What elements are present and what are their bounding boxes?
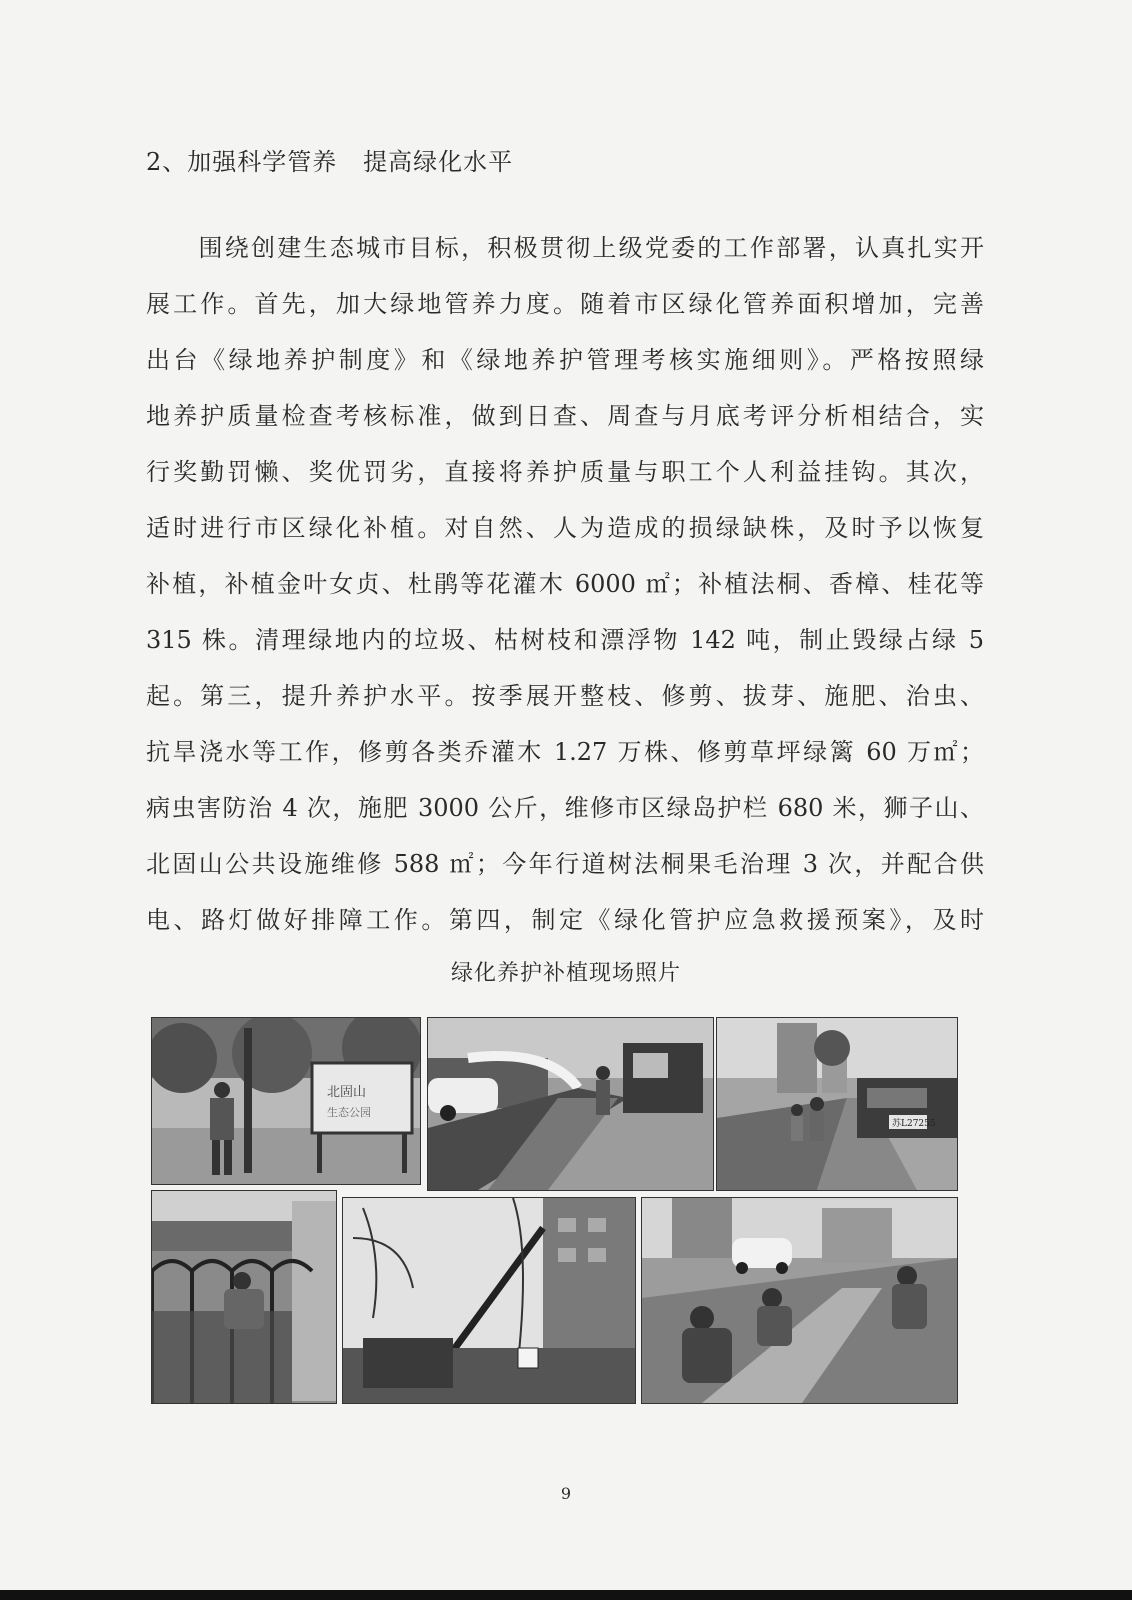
paragraph-line: 行奖勤罚懒、奖优罚劣，直接将养护质量与职工个人利益挂钩。其次，: [146, 458, 984, 486]
paragraph-line: 适时进行市区绿化补植。对自然、人为造成的损绿缺株，及时予以恢复: [146, 514, 984, 542]
photo-fence-worker: [151, 1190, 337, 1404]
photo-park-sign-worker: [151, 1017, 421, 1185]
photo-crane-tree-pruning: [342, 1197, 636, 1404]
paragraph-line: 补植，补植金叶女贞、杜鹃等花灌木 6000 ㎡；补植法桐、香樟、桂花等: [146, 570, 984, 598]
photo-roadside-planting-truck: [716, 1017, 958, 1191]
paragraph-line: 抗旱浇水等工作，修剪各类乔灌木 1.27 万株、修剪草坪绿篱 60 万㎡；: [146, 738, 984, 766]
body-paragraph: [146, 220, 984, 948]
sign-text: 北固山: [327, 1085, 367, 1100]
plate-text: 苏L27255: [892, 1119, 936, 1129]
section-heading: 2、加强科学管养 提高绿化水平: [146, 148, 514, 176]
paragraph-line: 315 株。清理绿地内的垃圾、枯树枝和漂浮物 142 吨，制止毁绿占绿 5: [146, 626, 984, 654]
paragraph-line: 围绕创建生态城市目标，积极贯彻上级党委的工作部署，认真扎实开: [146, 234, 984, 262]
paragraph-line: 电、路灯做好排障工作。第四，制定《绿化管护应急救援预案》，及时: [146, 906, 984, 934]
photo-sidewalk-planting-workers: [641, 1197, 958, 1404]
paragraph-line: 地养护质量检查考核标准，做到日查、周查与月底考评分析相结合，实: [146, 402, 984, 430]
paragraph-line: 病虫害防治 4 次，施肥 3000 公斤，维修市区绿岛护栏 680 米，狮子山、: [146, 794, 984, 822]
scan-edge-bar: [0, 1590, 1132, 1600]
paragraph-line: 展工作。首先，加大绿地管养力度。随着市区绿化管养面积增加，完善: [146, 290, 984, 318]
page-number: 9: [560, 1484, 572, 1503]
paragraph-line: 起。第三，提升养护水平。按季展开整枝、修剪、拔芽、施肥、治虫、: [146, 682, 984, 710]
photo-watering-truck: [427, 1017, 714, 1191]
paragraph-line: 北固山公共设施维修 588 ㎡；今年行道树法桐果毛治理 3 次，并配合供: [146, 850, 984, 878]
paragraph-line: 出台《绿地养护制度》和《绿地养护管理考核实施细则》。严格按照绿: [146, 346, 984, 374]
photo-caption: 绿化养护补植现场照片: [450, 961, 681, 986]
sign-text: 生态公园: [327, 1106, 371, 1119]
